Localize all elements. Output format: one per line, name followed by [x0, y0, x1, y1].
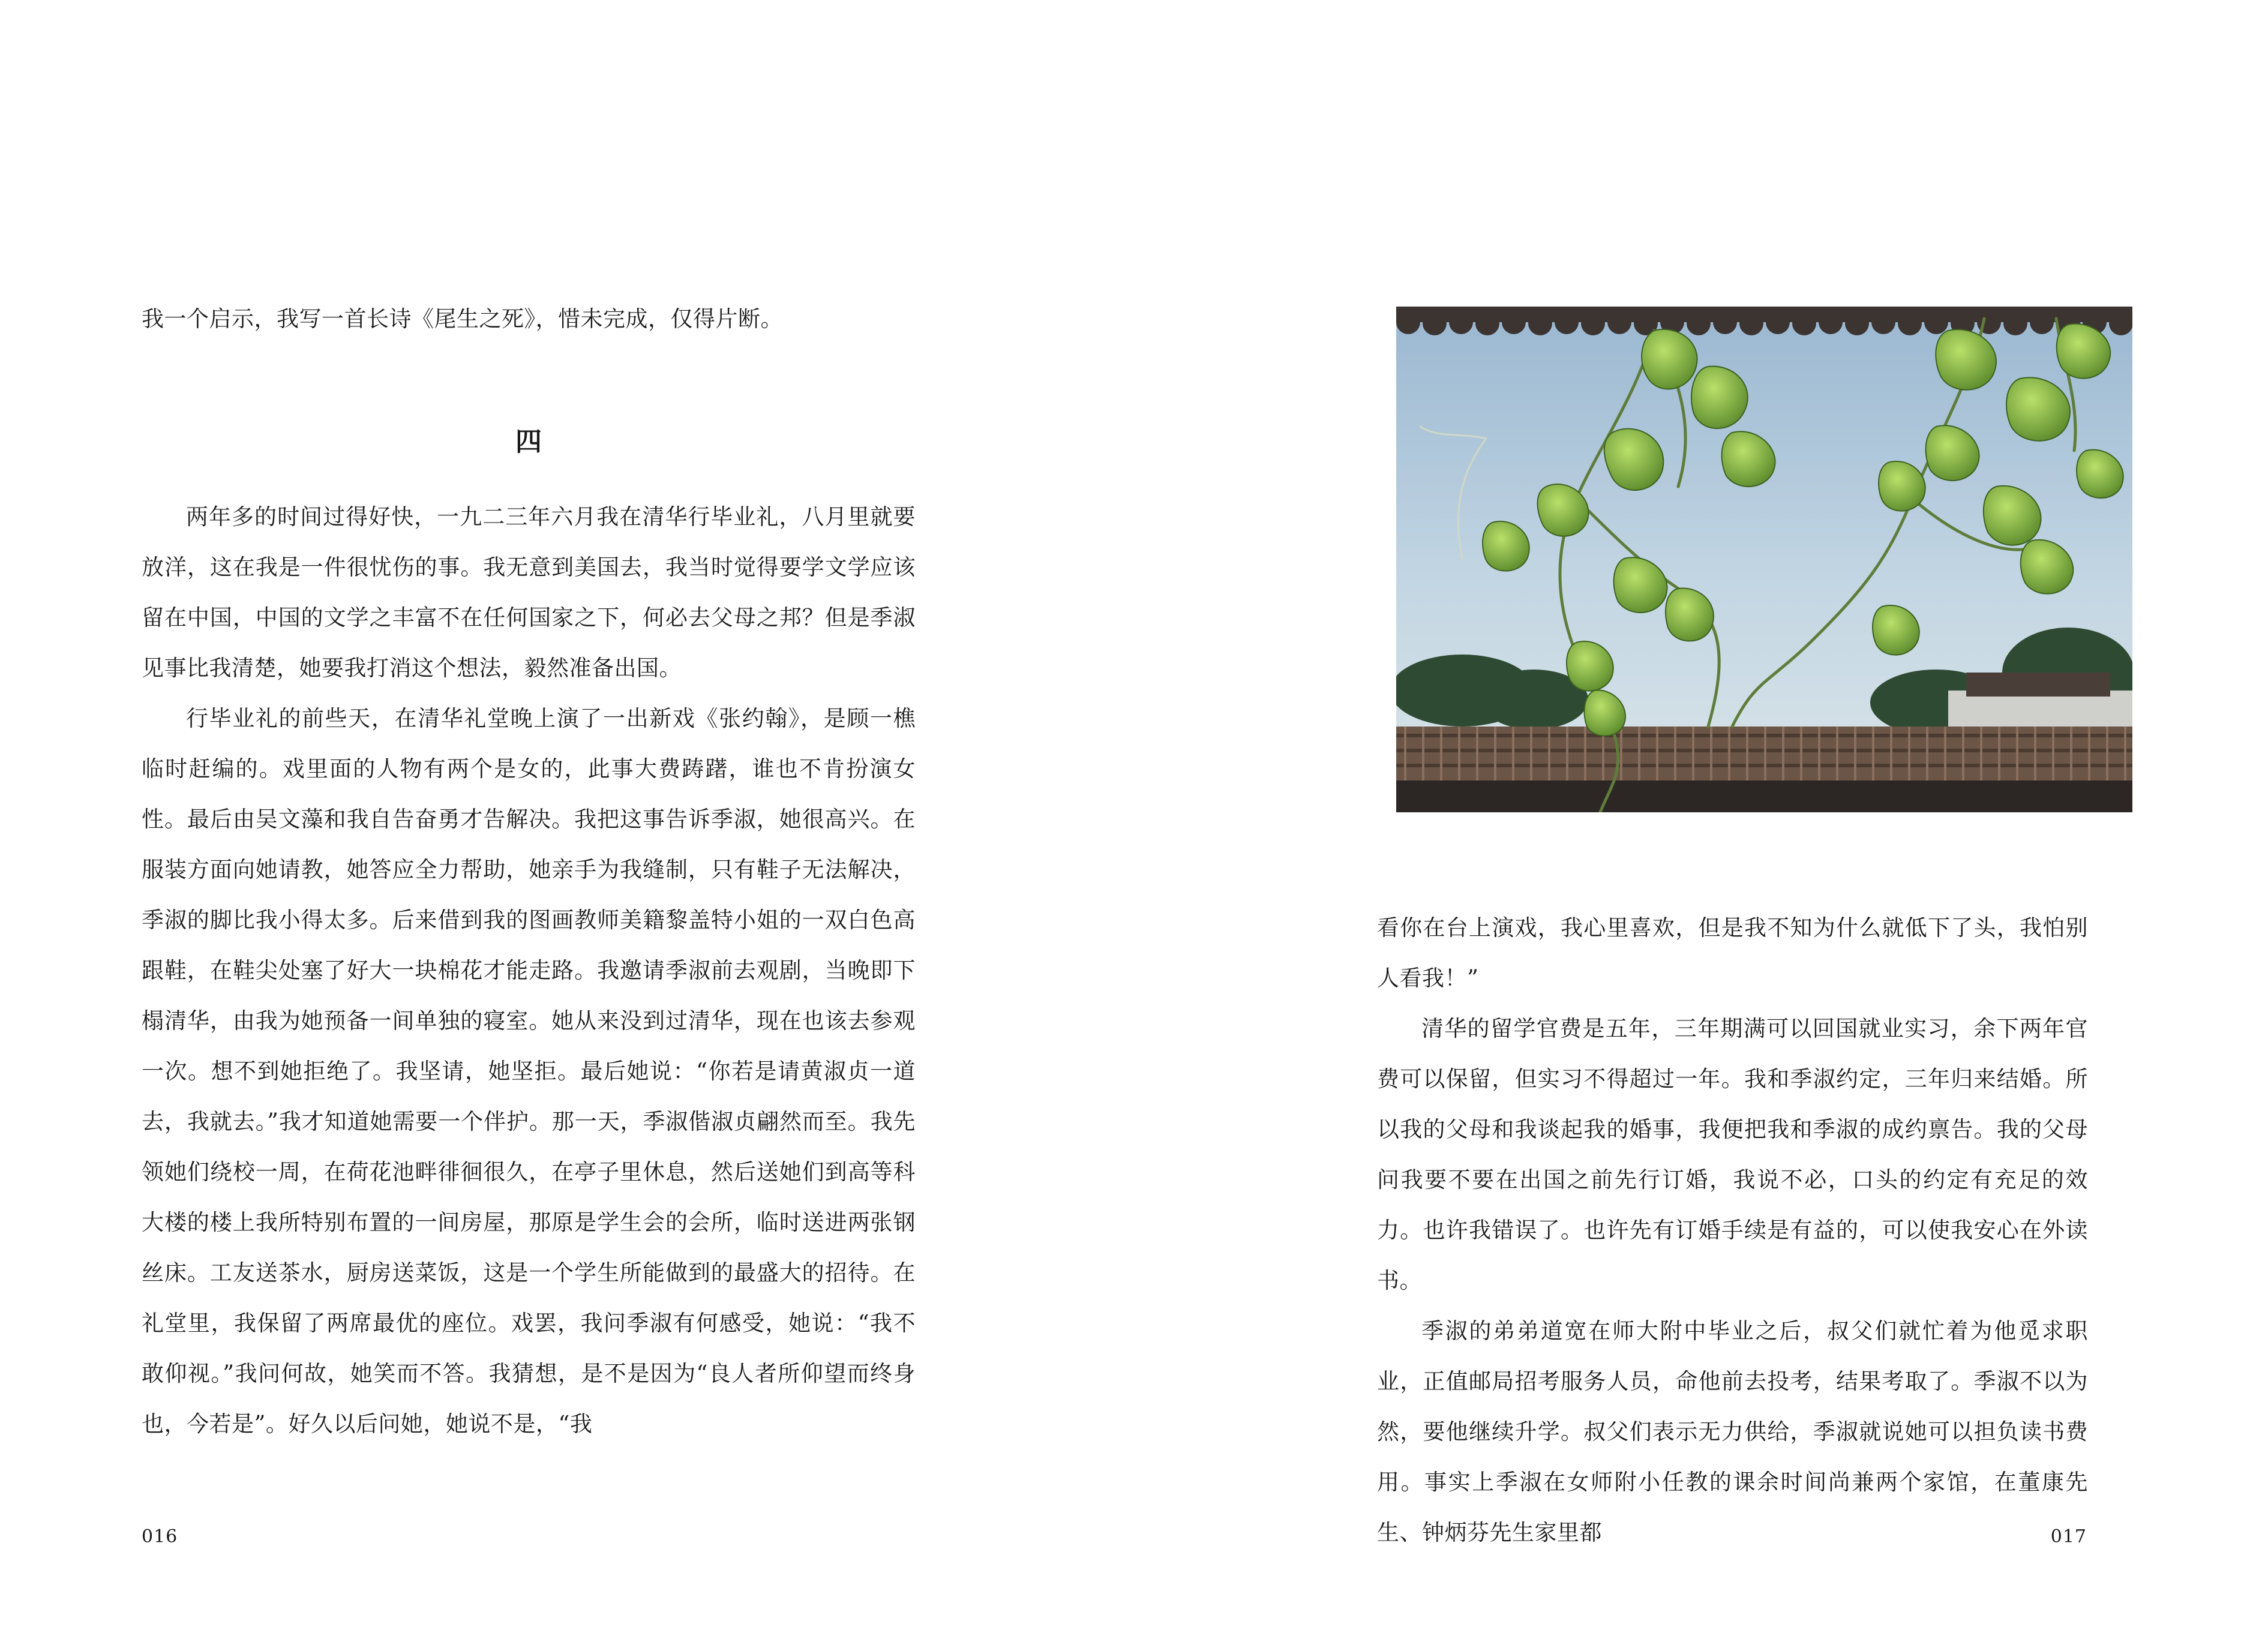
left-body-text — [142, 492, 916, 1449]
right-body-text — [1377, 903, 2088, 1558]
vine-photo-icon — [1396, 307, 2132, 812]
page-number-left: 016 — [142, 1526, 178, 1547]
left-intro-text — [142, 294, 916, 344]
intro-line: 我一个启示，我写一首长诗《尾生之死》，惜未完成，仅得片断。 — [142, 306, 783, 332]
page-number-right: 017 — [2050, 1526, 2087, 1547]
section-heading: 四 — [515, 427, 542, 457]
paragraph: 两年多的时间过得好快，一九二三年六月我在清华行毕业礼，八月里就要放洋，这在我是一件很忧伤的事。我无意到美国去，我当时觉得要学文学应该留在中国，中国的文学之丰富不在任何国家之下，何必去父母之邦？但是季淑见事比我清楚，她要我打消这个想法，毅然准备出国。 — [142, 504, 916, 681]
paragraph: 季淑的弟弟道宽在师大附中毕业之后，叔父们就忙着为他觅求职业，正值邮局招考服务人员，命他前去投考，结果考取了。季淑不以为然，要他继续升学。叔父们表示无力供给，季淑就说她可以担负读书费用。事实上季淑在女师附小任教的课余时间尚兼两个家馆，在董康先生、钟炳芬先生家里都 — [1377, 1318, 2088, 1545]
paragraph: 清华的留学官费是五年，三年期满可以回国就业实习，余下两年官费可以保留，但实习不得超过一年。我和季淑约定，三年归来结婚。所以我的父母和我谈起我的婚事，我便把我和季淑的成约禀告。我的父母问我要不要在出国之前先行订婚，我说不必，口头的约定有充足的效力。也许我错误了。也许先有订婚手续是有益的，可以使我安心在外读书。 — [1377, 1016, 2088, 1293]
continuation-paragraph: 看你在台上演戏，我心里喜欢，但是我不知为什么就低下了头，我怕别人看我！” — [1377, 915, 2088, 991]
paragraph: 行毕业礼的前些天，在清华礼堂晚上演了一出新戏《张约翰》，是顾一樵临时赶编的。戏里面的人物有两个是女的，此事大费踌躇，谁也不肯扮演女性。最后由吴文藻和我自告奋勇才告解决。我把这事告诉季淑，她很高兴。在服装方面向她请教，她答应全力帮助，她亲手为我缝制，只有鞋子无法解决，季淑的脚比我小得太多。后来借到我的图画教师美籍黎盖特小姐的一双白色高跟鞋，在鞋尖处塞了好大一块棉花才能走路。我邀请季淑前去观剧，当晚即下榻清华，由我为她预备一间单独的寝室。她从来没到过清华，现在也该去参观一次。想不到她拒绝了。我坚请，她坚拒。最后她说：“你若是请黄淑贞一道去，我就去。”我才知道她需要一个伴护。那一天，季淑偕淑贞翩然而至。我先领她们绕校一周，在荷花池畔徘徊很久，在亭子里休息，然后送她们到高等科大楼的楼上我所特别布置的一间房屋，那原是学生会的会所，临时送进两张钢丝床。工友送茶水，厨房送菜饭，这是一个学生所能做到的最盛大的招待。在礼堂里，我保留了两席最优的座位。戏罢，我问季淑有何感受，她说：“我不敢仰视。”我问何故，她笑而不答。我猜想，是不是因为“良人者所仰望而终身也，今若是”。好久以后问她，她说不是，“我 — [142, 706, 916, 1437]
right-page — [1134, 0, 2268, 1630]
